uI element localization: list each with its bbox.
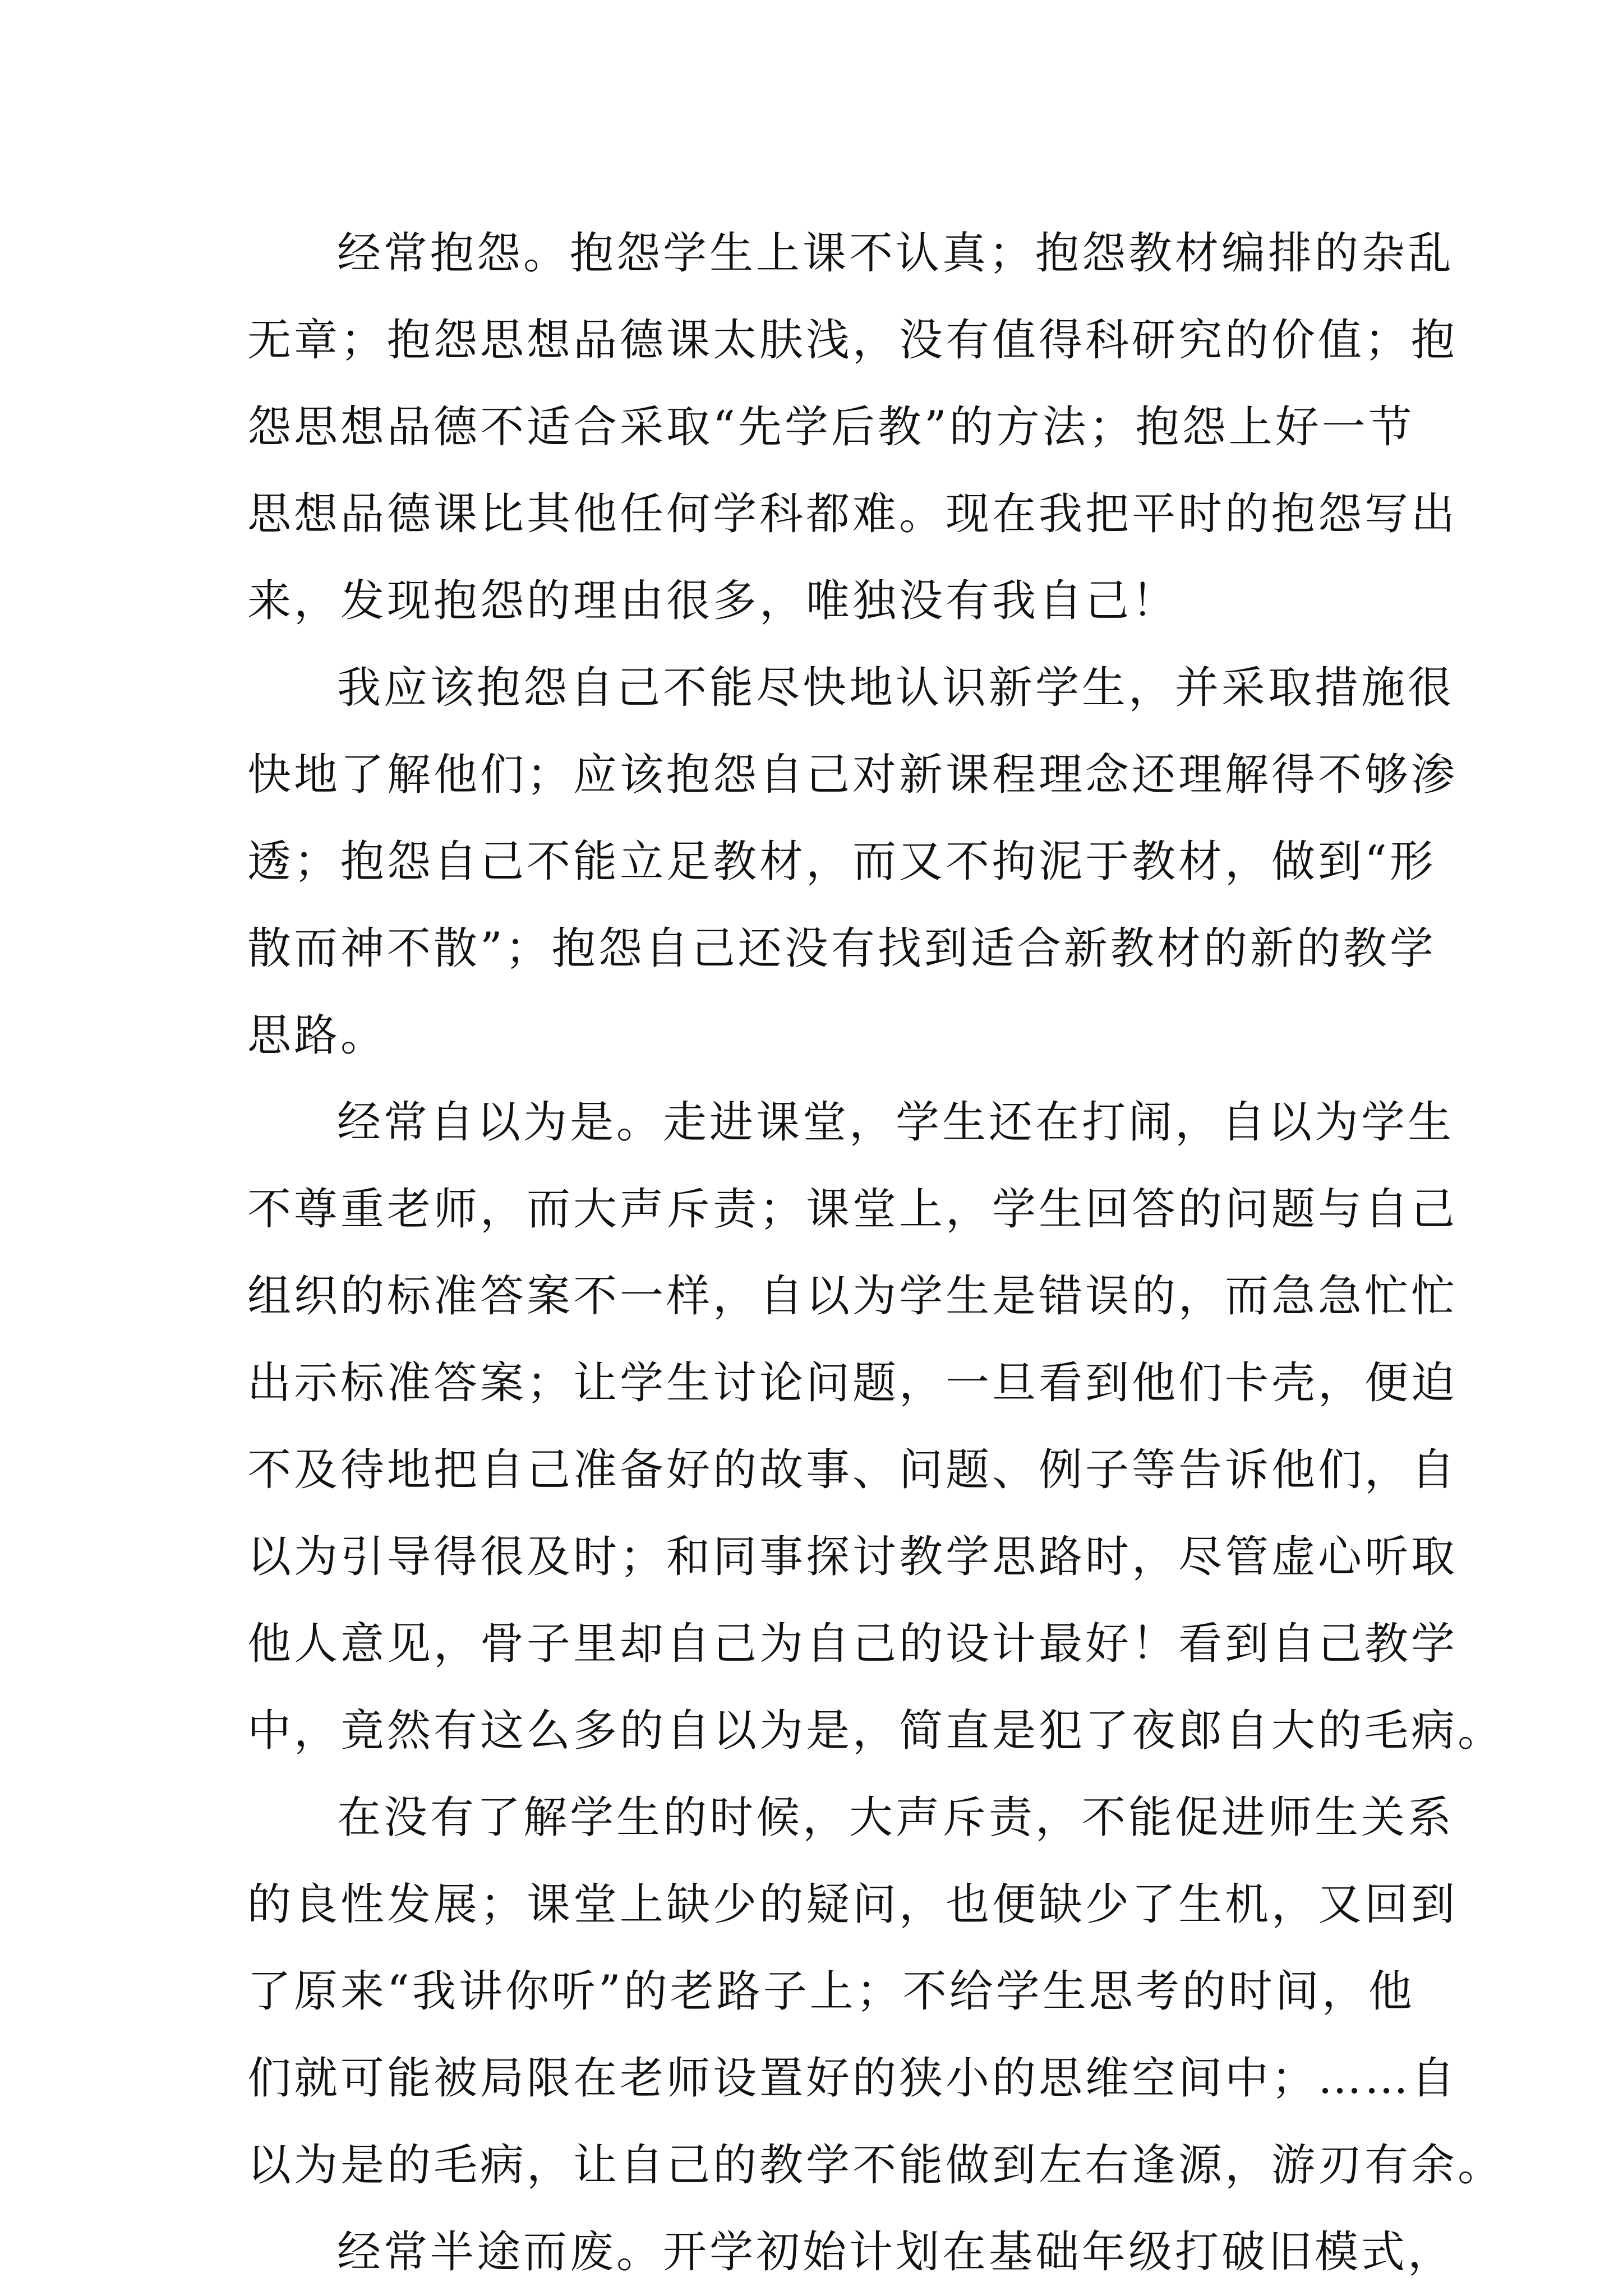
paragraph-complaining xyxy=(247,210,1458,645)
text-line: 的良性发展；课堂上缺少的疑问，也便缺少了生机，又回到 xyxy=(247,1879,1458,1930)
text-line: 不及待地把自己准备好的故事、问题、例子等告诉他们，自 xyxy=(247,1445,1458,1495)
paragraph-self-complaint xyxy=(247,645,1458,1079)
text-line: 出示标准答案；让学生讨论问题，一旦看到他们卡壳，便迫 xyxy=(247,1358,1458,1408)
text-line: 了原来“我讲你听”的老路子上；不给学生思考的时间，他 xyxy=(247,1966,1415,2017)
text-line: 散而神不散”；抱怨自己还没有找到适合新教材的新的教学 xyxy=(247,923,1436,974)
text-line: 不尊重老师，而大声斥责；课堂上，学生回答的问题与自己 xyxy=(247,1184,1458,1235)
text-line: 组织的标准答案不一样，自以为学生是错误的，而急急忙忙 xyxy=(247,1271,1458,1322)
text-line: 透；抱怨自己不能立足教材，而又不拘泥于教材，做到“形 xyxy=(247,837,1436,887)
text-line: 经常抱怨。抱怨学生上课不认真；抱怨教材编排的杂乱 xyxy=(337,228,1455,279)
paragraph-self-righteous xyxy=(247,1079,1505,1775)
body-text xyxy=(247,210,1505,2296)
text-line: 经常半途而废。开学初始计划在基础年级打破旧模式， xyxy=(337,2227,1455,2277)
text-line: 们就可能被局限在老师设置好的狭小的思维空间中；……自 xyxy=(247,2053,1458,2104)
paragraph-consequences xyxy=(247,1775,1505,2209)
text-line: 无章；抱怨思想品德课太肤浅，没有值得科研究的价值；抱 xyxy=(247,315,1458,366)
text-line: 以为是的毛病，让自己的教学不能做到左右逢源，游刃有余。 xyxy=(247,2140,1505,2191)
text-line: 快地了解他们；应该抱怨自己对新课程理念还理解得不够渗 xyxy=(247,750,1458,800)
text-line: 中，竟然有这么多的自以为是，简直是犯了夜郎自大的毛病。 xyxy=(247,1706,1505,1756)
paragraph-giving-up-halfway xyxy=(247,2209,1455,2296)
text-line: 思路。 xyxy=(247,1010,388,1061)
text-line: 思想品德课比其他任何学科都难。现在我把平时的抱怨写出 xyxy=(247,489,1458,539)
text-line: 以为引导得很及时；和同事探讨教学思路时，尽管虚心听取 xyxy=(247,1532,1458,1582)
text-line: 我应该抱怨自己不能尽快地认识新学生，并采取措施很 xyxy=(337,663,1455,713)
text-line: 在没有了解学生的时候，大声斥责，不能促进师生关系 xyxy=(337,1793,1455,1843)
text-line: 他人意见，骨子里却自己为自己的设计最好！看到自己教学 xyxy=(247,1619,1458,1669)
text-line: 怨思想品德不适合采取“先学后教”的方法；抱怨上好一节 xyxy=(247,402,1415,452)
text-line: 经常自以为是。走进课堂，学生还在打闹，自以为学生 xyxy=(337,1097,1455,1148)
text-line: 来，发现抱怨的理由很多，唯独没有我自己！ xyxy=(247,576,1179,626)
